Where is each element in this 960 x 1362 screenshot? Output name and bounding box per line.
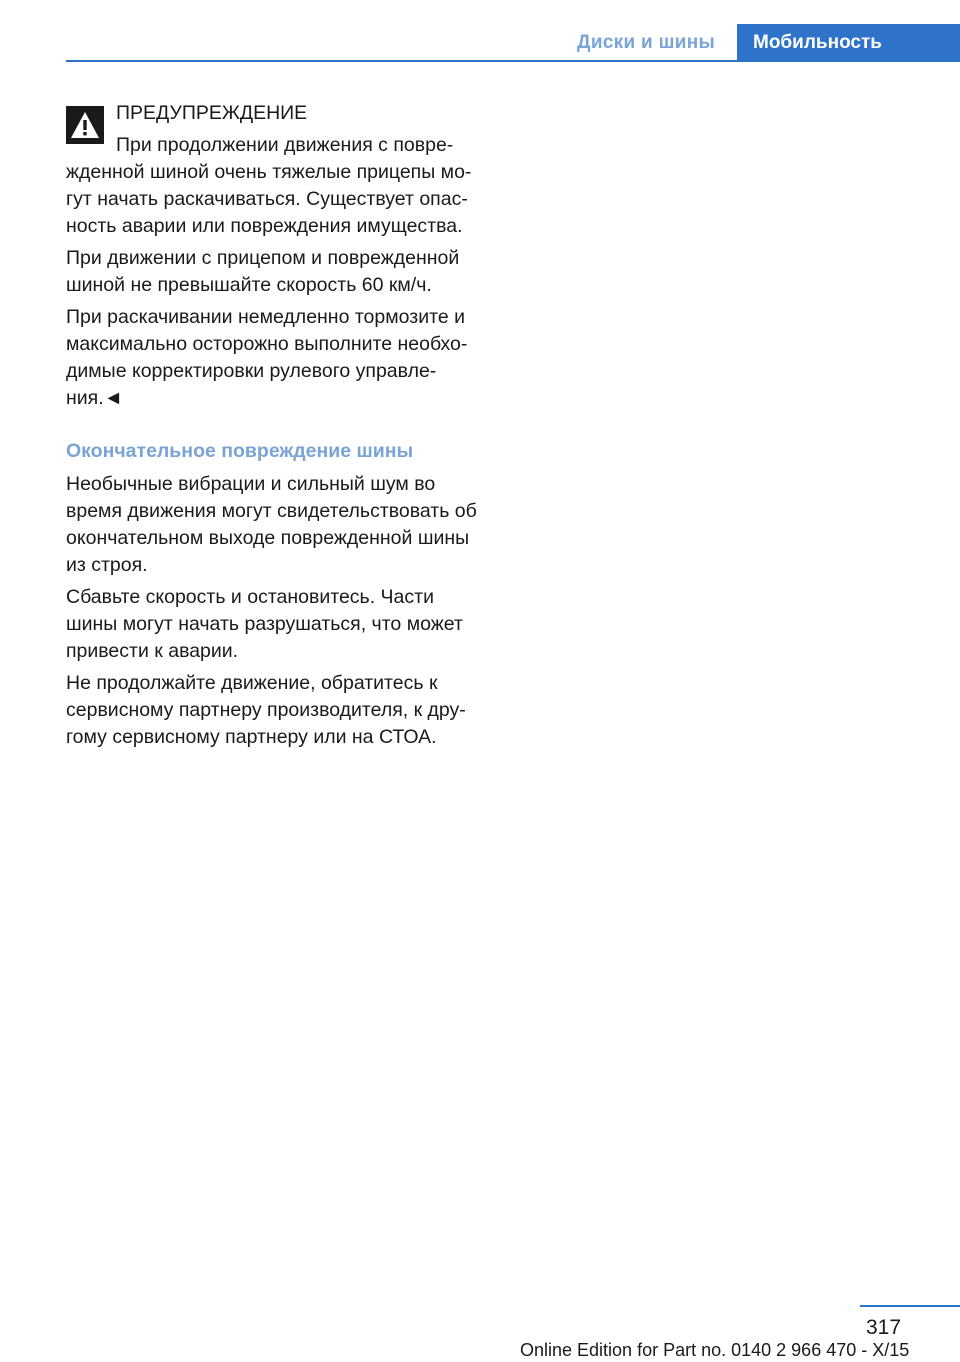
warning-first-line: При продолжении движения с повре- xyxy=(116,134,454,156)
warning-paragraph: При раскачивании немедленно тормозите и максимально осторожно выполните необхо-димые корректировки рулевого управле-ния.◄ xyxy=(66,306,468,409)
warning-block xyxy=(66,100,486,159)
body-paragraph: Необычные вибрации и сильный шум во время движения могут свидетельствовать об окончательном выходе поврежденной шины из строя. xyxy=(66,473,477,576)
warning-triangle-icon xyxy=(66,106,104,144)
content-column xyxy=(66,100,486,756)
page-header xyxy=(0,0,960,62)
edition-note: Online Edition for Part no. 0140 2 966 470 - X/15 xyxy=(520,1340,910,1360)
warning-paragraph: При движении с прицепом и поврежденной шиной не превышайте скорость 60 км/ч. xyxy=(66,247,460,296)
section-heading: Окончательное повреждение шины xyxy=(66,440,414,462)
header-divider xyxy=(66,60,960,62)
page-number: 317 xyxy=(866,1316,902,1339)
warning-title: ПРЕДУПРЕЖДЕНИЕ xyxy=(116,102,308,124)
section-title: Диски и шины xyxy=(576,32,716,53)
body-paragraph: Сбавьте скорость и остановитесь. Части шины могут начать разрушаться, что может привести к аварии. xyxy=(66,586,463,662)
chapter-title: Мобильность xyxy=(737,24,960,62)
warning-paragraph: жденной шиной очень тяжелые прицепы мо-гут начать раскачиваться. Существует опас-ность аварии или повреждения имущества. xyxy=(66,161,472,237)
body-paragraph: Не продолжайте движение, обратитесь к сервисному партнеру производителя, к дру-гому сервисному партнеру или на СТОА. xyxy=(66,672,466,748)
footer-divider xyxy=(860,1305,960,1307)
